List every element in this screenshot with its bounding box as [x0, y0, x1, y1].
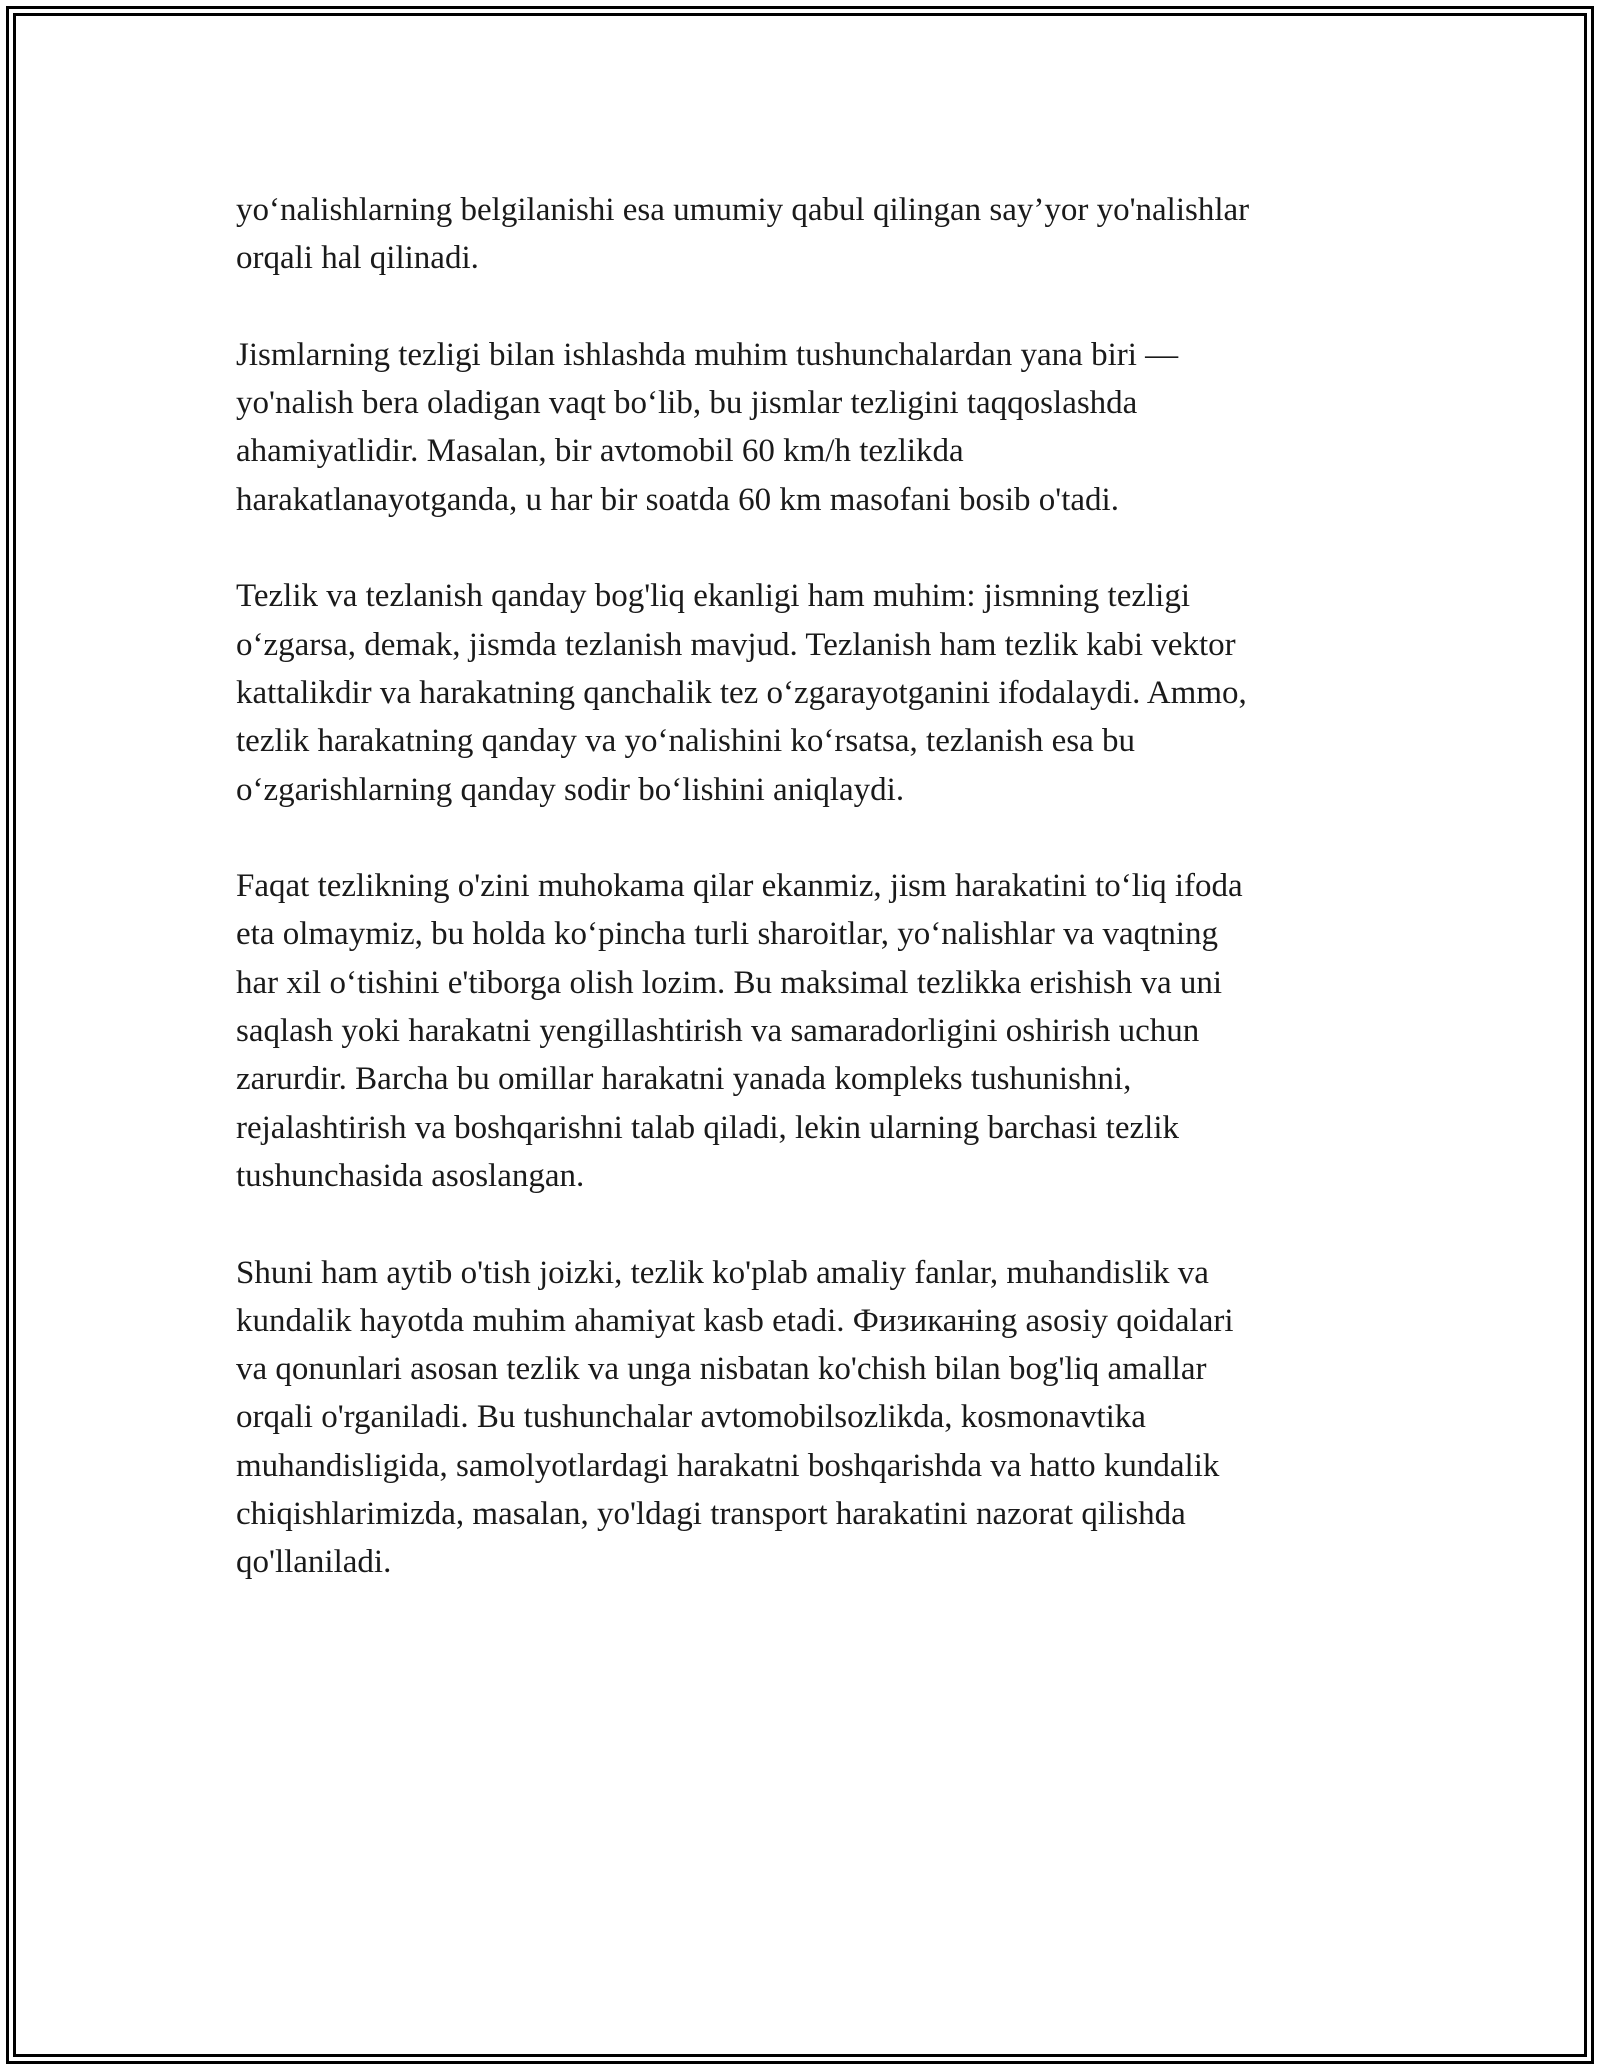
- text-line: eta olmaymiz, bu holda ko‘pincha turli sharoitlar, yo‘nalishlar va vaqtning: [236, 916, 1218, 953]
- document-body: [236, 186, 1376, 1635]
- text-line: har xil o‘tishini e'tiborga olish lozim. Bu maksimal tezlikka erishish va uni: [236, 964, 1223, 1001]
- paragraph-2: [236, 331, 1376, 524]
- paragraph-1: [236, 186, 1376, 283]
- text-line: o‘zgarishlarning qanday sodir bo‘lishini aniqlaydi.: [236, 771, 905, 808]
- paragraph-5: [236, 1249, 1376, 1587]
- text-line: Tezlik va tezlanish qanday bog'liq ekanligi ham muhim: jismning tezligi: [236, 578, 1191, 615]
- text-line: qo'llaniladi.: [236, 1544, 392, 1581]
- text-line: va qonunlari asosan tezlik va unga nisbatan ko'chish bilan bog'liq amallar: [236, 1351, 1207, 1388]
- paragraph-4: [236, 862, 1376, 1200]
- text-line: orqali o'rganiladi. Bu tushunchalar avtomobilsozlikda, kosmonavtika: [236, 1399, 1146, 1436]
- text-line: kundalik hayotda muhim ahamiyat kasb etadi. Физиканing asosiy qoidalari: [236, 1302, 1234, 1339]
- text-line: muhandisligida, samolyotlardagi harakatni boshqarishda va hatto kundalik: [236, 1447, 1220, 1484]
- text-line: Faqat tezlikning o'zini muhokama qilar ekanmiz, jism harakatini to‘liq ifoda: [236, 868, 1243, 905]
- text-line: harakatlanayotganda, u har bir soatda 60 km masofani bosib o'tadi.: [236, 481, 1119, 518]
- paragraph-3: [236, 572, 1376, 813]
- text-line: orqali hal qilinadi.: [236, 240, 479, 277]
- text-line: yo‘nalishlarning belgilanishi esa umumiy qabul qilingan say’yor yo'nalishlar: [236, 192, 1250, 228]
- text-line: zarurdir. Barcha bu omillar harakatni yanada kompleks tushunishni,: [236, 1061, 1132, 1098]
- text-line: tezlik harakatning qanday va yo‘nalishini ko‘rsatsa, tezlanish esa bu: [236, 723, 1135, 760]
- text-line: rejalashtirish va boshqarishni talab qiladi, lekin ularning barchasi tezlik: [236, 1109, 1179, 1146]
- text-line: Shuni ham aytib o'tish joizki, tezlik ko'plab amaliy fanlar, muhandislik va: [236, 1254, 1209, 1291]
- text-line: chiqishlarimizda, masalan, yo'ldagi transport harakatini nazorat qilishda: [236, 1496, 1186, 1533]
- text-line: yo'nalish bera oladigan vaqt bo‘lib, bu jismlar tezligini taqqoslashda: [236, 385, 1138, 422]
- text-line: o‘zgarsa, demak, jismda tezlanish mavjud. Tezlanish ham tezlik kabi vektor: [236, 626, 1236, 663]
- text-line: kattalikdir va harakatning qanchalik tez o‘zgarayotganini ifodalaydi. Ammo,: [236, 674, 1247, 711]
- text-line: ahamiyatlidir. Masalan, bir avtomobil 60 km/h tezlikda: [236, 433, 964, 470]
- text-line: saqlash yoki harakatni yengillashtirish va samaradorligini oshirish uchun: [236, 1013, 1200, 1050]
- text-line: Jismlarning tezligi bilan ishlashda muhim tushunchalardan yana biri —: [236, 336, 1179, 373]
- text-line: tushunchasida asoslangan.: [236, 1157, 585, 1194]
